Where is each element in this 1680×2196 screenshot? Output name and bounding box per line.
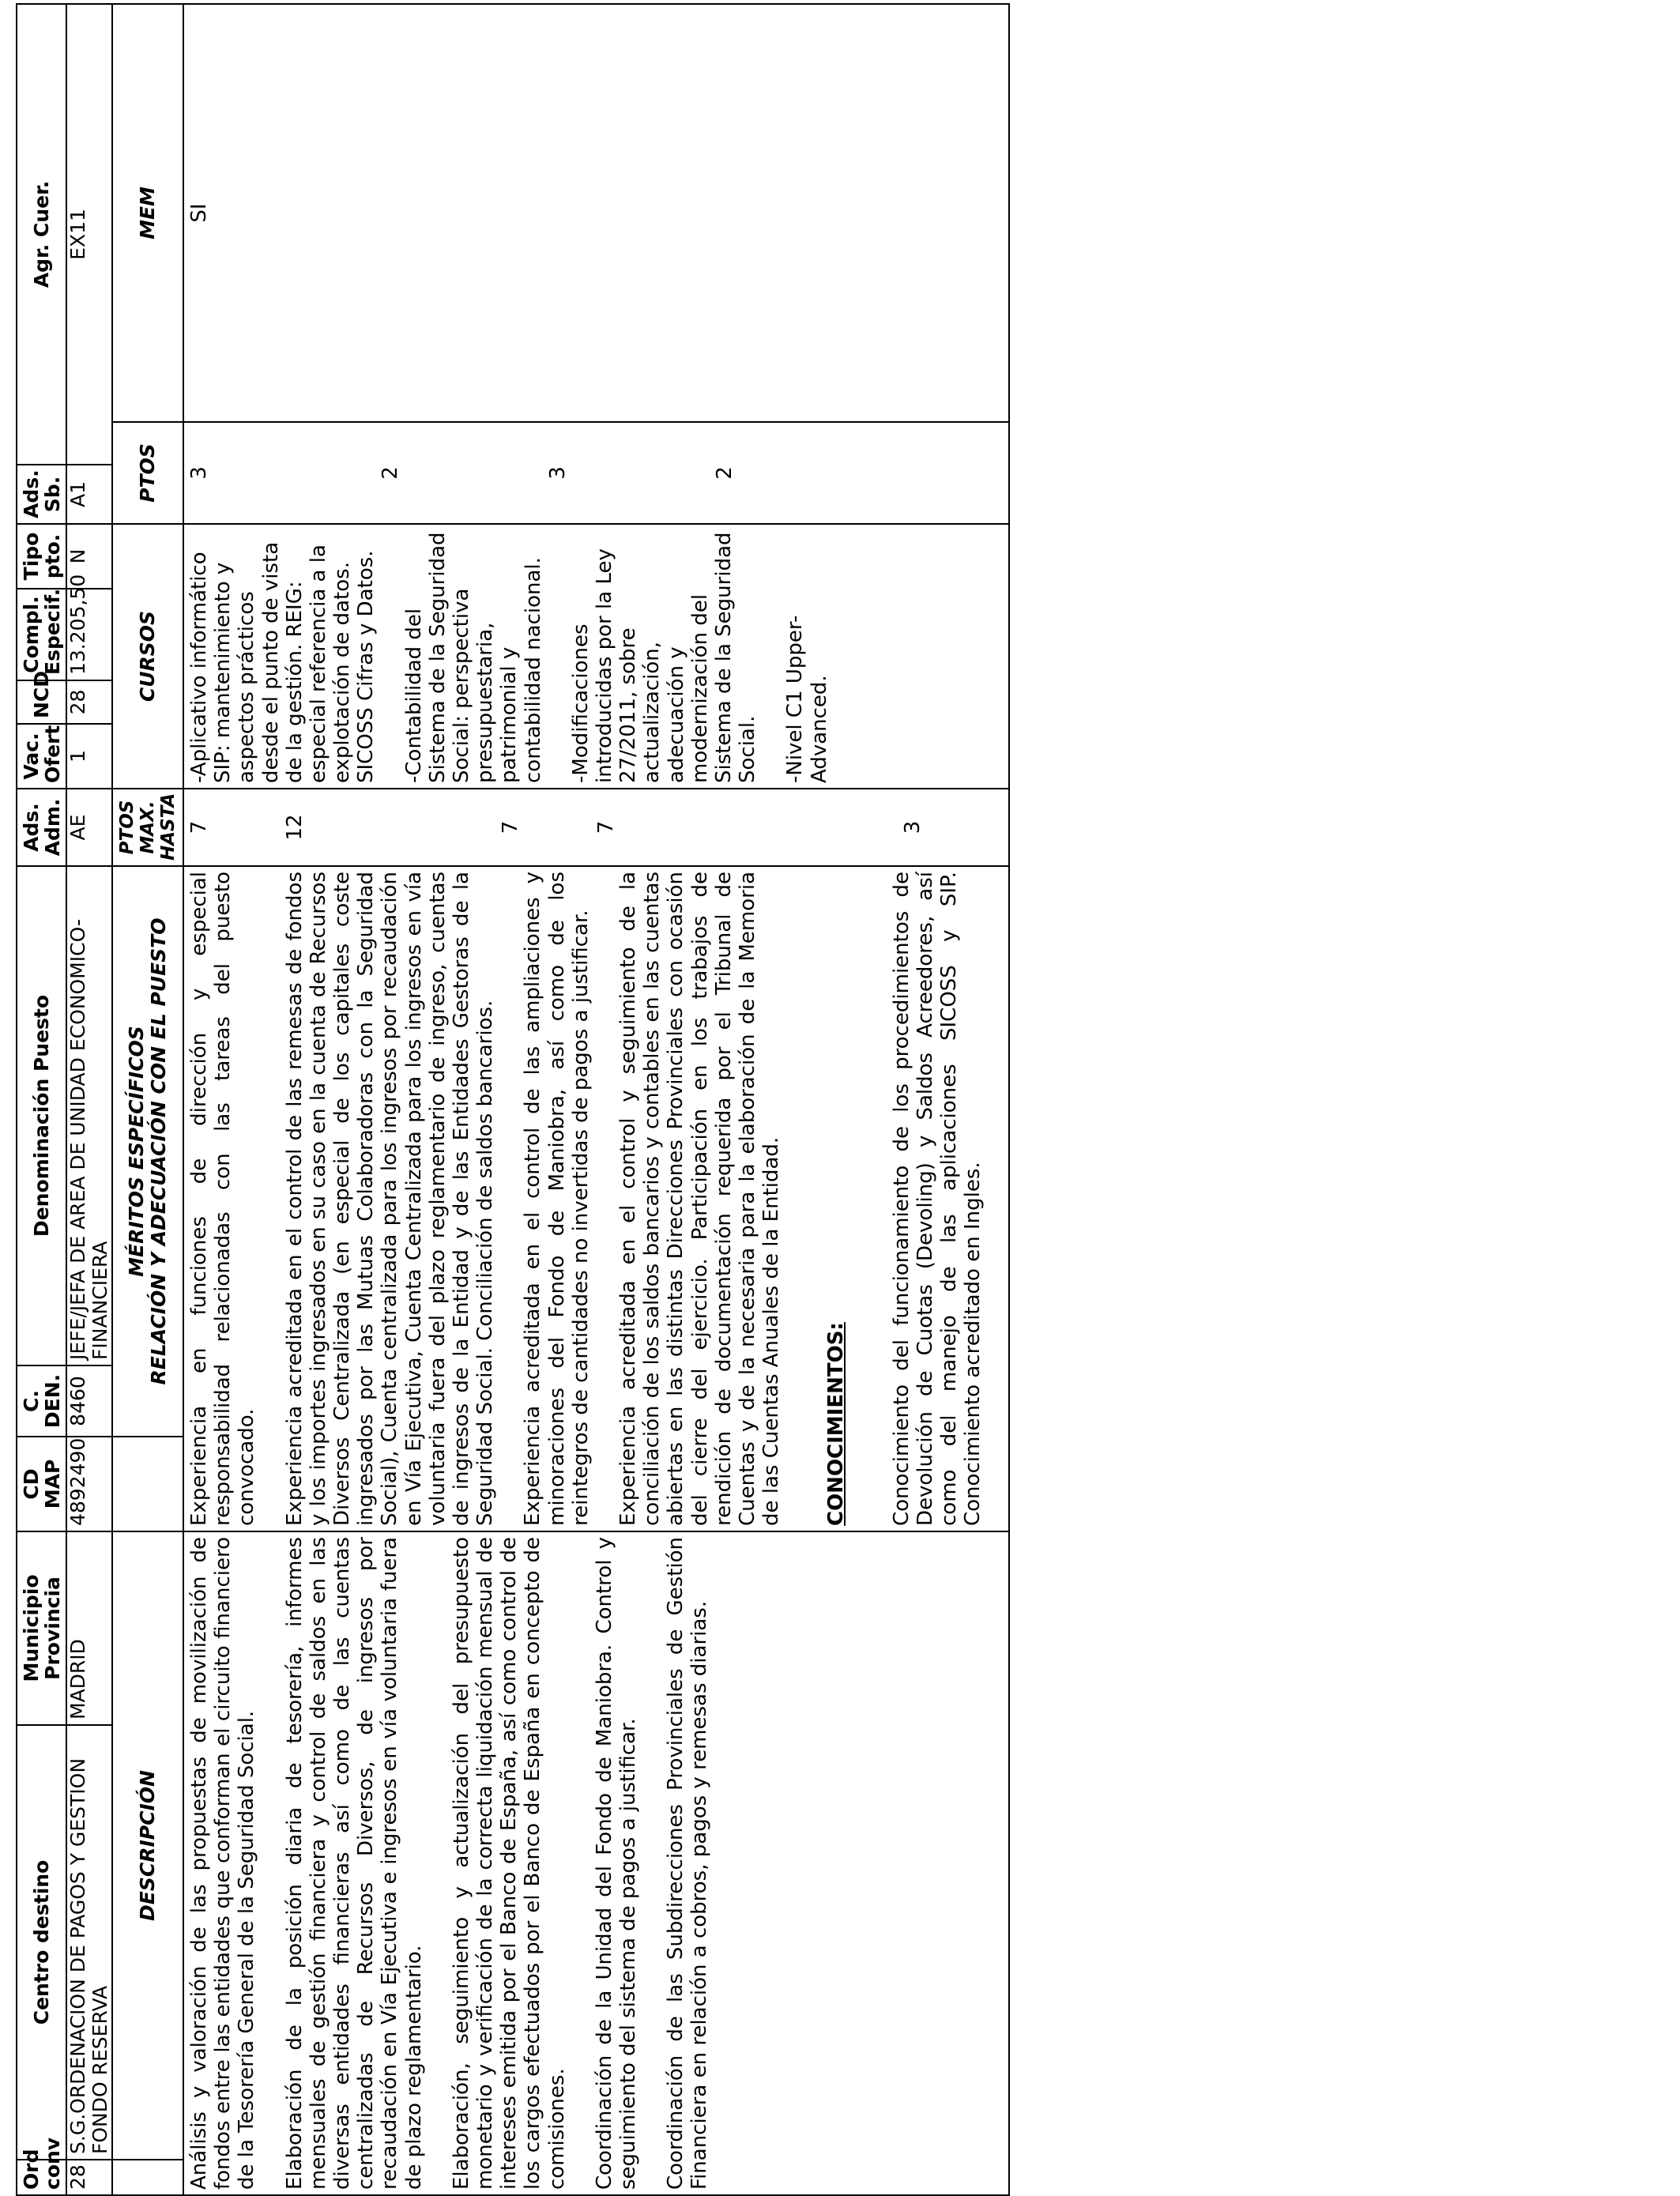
merito-points: 12 [283,814,307,841]
merito-item: Experiencia acreditada en el control y seguimiento de la conciliación de los saldos bancarios y contables en las cuentas abiertas en las distintas Direcciones Provinciales con ocasión del cierre del ejercicio. Participación en los trabajos de rendición de documentación requerida por el Tribunal de Cuentas y de la necesaria para la elaboración de la Memoria de las Cuentas Anuales de la Entidad. [616,872,784,1526]
conocimientos-points: 3 [901,820,925,834]
curso-points: 3 [187,466,211,480]
agr-value: EX11 [66,4,112,465]
vac-value: 1 [66,724,112,789]
descripcion-item: Elaboración de la posición diaria de tesorería, informes mensuales de gestión financiera y control de saldos en las diversas entidades financieras así como de las cuentas centralizadas de Recursos Diversos, de ingresos por recaudación en Vía Ejecutiva e ingresos en vía voluntaria fuera de plazo reglamentario. [282,1537,426,2190]
ord-value: 28 [66,2160,112,2195]
header-c-den: C. DEN. [17,1365,66,1437]
meritos-points-cell [183,789,1009,866]
job-posting-table [16,3,1010,2196]
header-vac-ofert: Vac. Ofert [17,724,66,789]
cd-map-value: 4892490 [66,1437,112,1531]
header-denominacion: Denominación Puesto [17,866,66,1365]
centro-value: S.G.ORDENACION DE PAGOS Y GESTION FONDO RESERVA [66,1725,112,2160]
c-den-value: 8460 [66,1365,112,1437]
header-centro-destino: Centro destino [17,1725,66,2160]
descripcion-item: Elaboración, seguimiento y actualización del presupuesto monetario y verificación de la correcta liquidación mensual de intereses emitida por el Banco de España, así como control de los cargos efectuados por el Banco de España en concepto de comisiones. [449,1537,569,2190]
section-header-row [112,4,183,2195]
descripcion-item: Coordinación de la Unidad del Fondo de Maniobra. Control y seguimiento del sistema de pagos a justificar. [592,1537,641,2190]
curso-item: -Aplicativo informático SIP: mantenimiento y aspectos prácticos desde el punto de vista de la gestión. REIG: especial referencia a la explotación de datos. SICOSS Cifras y Datos. [187,541,379,783]
mem-heading: MEM [112,4,183,422]
compl-value: 13.205,50 [66,589,112,680]
header-agr-cuer: Agr. Cuer. [17,4,66,465]
merito-points: 7 [499,820,522,834]
merito-item: Experiencia acreditada en el control de las remesas de fondos y los importes ingresados en su caso en la cuenta de Recursos Diversos Centralizada (en especial de los capitales coste ingresados por las Mutuas Colaboradoras con la Seguridad Social), Cuenta centralizada para los ingresos por recaudación en Vía Ejecutiva, Cuenta Centralizada para los ingresos en vía voluntaria fuera del plazo reglamentario de ingreso, cuentas de ingresos de la Entidad y de las Entidades Gestoras de la Seguridad Social. Conciliación de saldos bancarios. [282,872,498,1526]
curso-item: -Contabilidad del Sistema de la Seguridad Social: perspectiva presupuestaria, patrimonial y contabilidad nacional. [401,532,545,783]
mem-value: SI [187,203,211,223]
merito-points: 7 [187,820,211,834]
cursos-points-cell [183,422,1009,524]
tipo-value: N [66,524,112,589]
header-ads-adm: Ads. Adm. [17,789,66,866]
descripcion-item: Análisis y valoración de las propuestas de movilización de fondos entre las entidades que conforman el circuito financiero de la Tesorería General de la Seguridad Social. [187,1537,259,2190]
descripcion-item: Coordinación de las Subdirecciones Provinciales de Gestión Financiera en relación a cobros, pagos y remesas diarias. [664,1537,712,2190]
conocimientos-heading: CONOCIMIENTOS: [824,1322,849,1526]
header-ads-sb: Ads. Sb. [17,465,66,524]
ads-adm-value: AE [66,789,112,866]
header-ncd: NCD [17,680,66,724]
curso-item: -Nivel C1 Upper-Advanced. [783,615,831,783]
curso-points: 2 [379,466,402,480]
meritos-cell [183,866,1009,1531]
curso-item: -Modificaciones introducidas por la Ley 27/2011, sobre actualización, adecuación y modernización del Sistema de la Seguridad Social. [568,532,760,783]
document-sheet [16,3,985,2196]
meritos-heading [112,866,183,1437]
header-tipo-pto: Tipo pto. [17,524,66,589]
meritos-heading-line2: RELACIÓN Y ADECUACIÓN CON EL PUESTO [147,917,170,1385]
municipio-value: MADRID [66,1531,112,1725]
merito-item: Experiencia en funciones de dirección y especial responsabilidad relacionadas con las tareas del puesto convocado. [187,872,259,1526]
merito-item: Experiencia acreditada en el control de las ampliaciones y minoraciones del Fondo de Maniobra, así como de los reintegros de cantidades no invertidas de pagos a justificar. [521,872,593,1526]
ptos-max-heading: PTOS MAX. HASTA [112,789,183,866]
meritos-heading-line1: MÉRITOS ESPECÍFICOS [125,1026,148,1277]
conocimientos-text: Conocimiento del funcionamiento de los procedimientos de Devolución de Cuotas (Devoling) y Saldos Acreedores, así como del manejo de las aplicaciones SICOSS y SIP. Conocimiento acreditado en Ingles. [889,872,985,1526]
ptos-heading: PTOS [112,422,183,524]
merito-points: 7 [594,820,618,834]
header-cd-map: CD MAP [17,1437,66,1531]
ads-sb-value: A1 [66,465,112,524]
denominacion-value: JEFE/JEFA DE AREA DE UNIDAD ECONOMICO-FINANCIERA [66,866,112,1365]
descripcion-cell [183,1531,1009,2195]
header-municipio-provincia: Municipio Provincia [17,1531,66,1725]
header-compl-especif: Compl. Especif. [17,589,66,680]
curso-points: 2 [713,466,736,480]
mem-cell [183,4,1009,422]
header-ord-conv: Ord conv [17,2160,66,2195]
cursos-cell [183,524,1009,789]
details-row [183,4,1009,2195]
position-row [66,4,112,2195]
ncd-value: 28 [66,680,112,724]
descripcion-heading: DESCRIPCIÓN [112,1531,183,2160]
curso-points: 3 [546,466,570,480]
header-row [17,4,66,2195]
cursos-heading: CURSOS [112,524,183,789]
